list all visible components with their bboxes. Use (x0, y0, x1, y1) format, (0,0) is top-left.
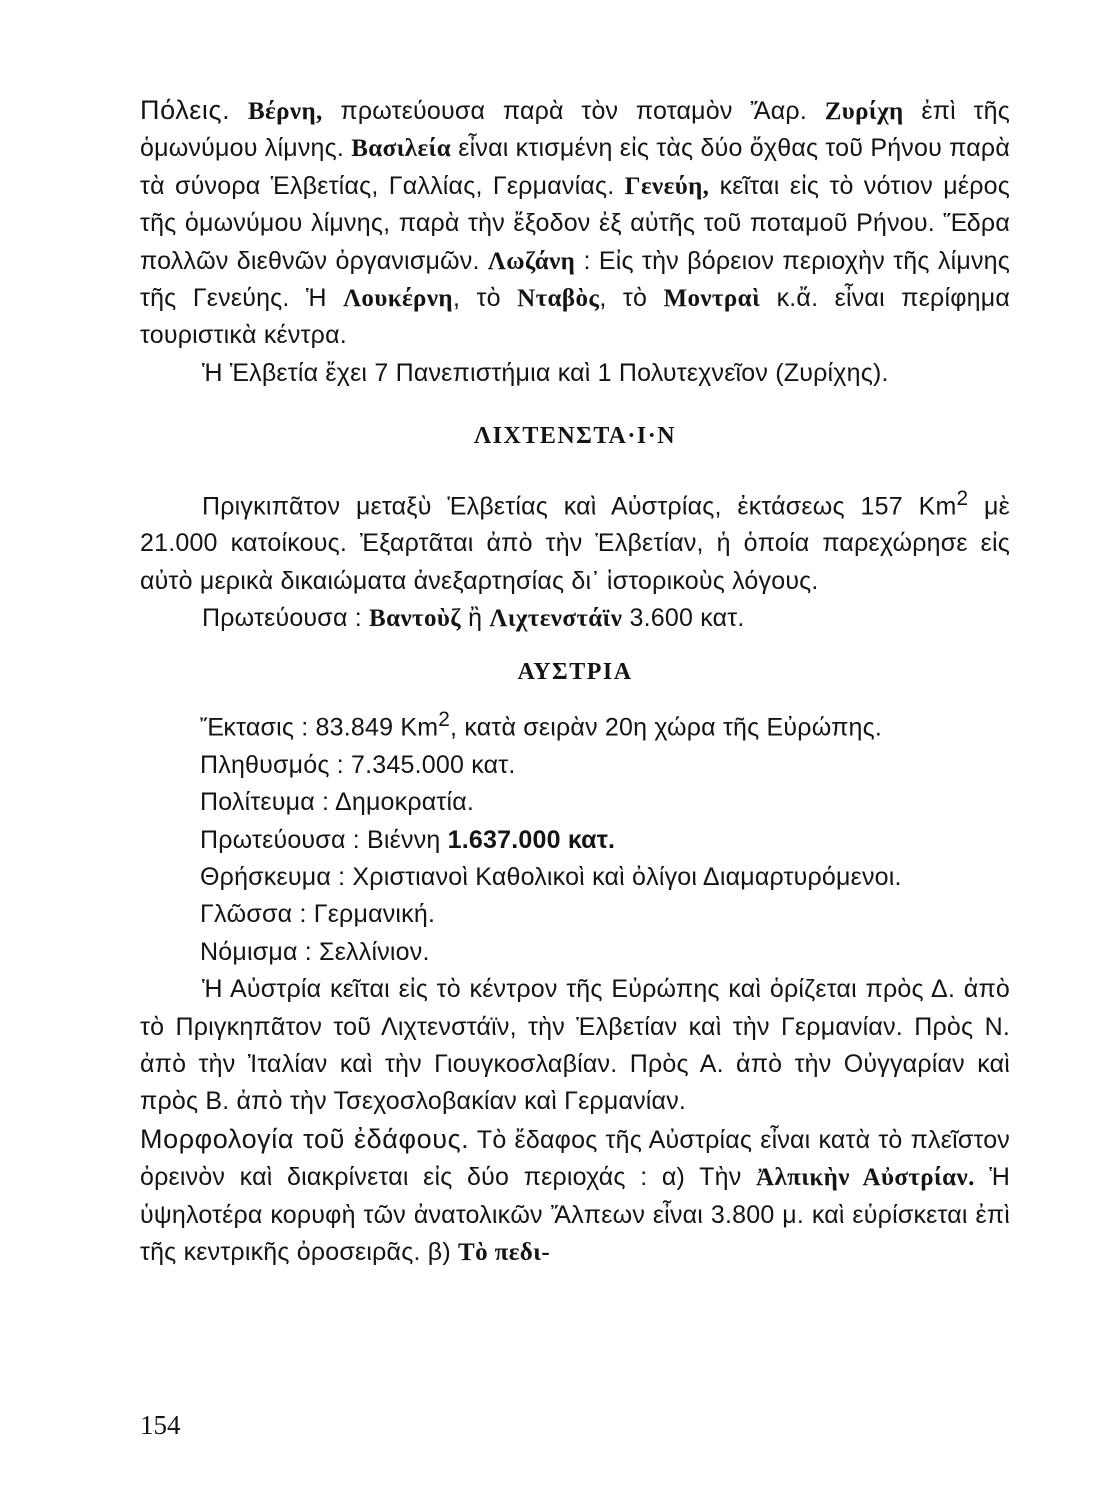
text-fragment: , κατὰ σειρὰν 20η χώρα τῆς Εὐρώπης. (450, 713, 883, 742)
text-fragment: πρωτεύουσα παρὰ τὸν ποταμὸν Ἄαρ. (322, 97, 825, 125)
city-geneva: Γενεύη, (624, 172, 710, 200)
paragraph-liechtenstein (140, 480, 1010, 601)
city-montreux: Μοντραὶ (663, 285, 761, 313)
fact-population: Πληθυσμός : 7.345.000 κατ. (200, 750, 516, 779)
text-fragment: : Εἰς τὴν βόρειον περιοχὴν τῆς λίμνης τῆς Γενεύης. Ἡ (140, 246, 1010, 313)
text-fragment: , τὸ (453, 284, 518, 313)
page-number: 154 (140, 1410, 181, 1440)
city-lausanne: Λωζάνη (487, 247, 576, 275)
city-davos: Νταβὸς (517, 285, 600, 313)
paragraph-universities: Ἡ Ἑλβετία ἔχει 7 Πανεπιστήμια καὶ 1 Πολυτεχνεῖον (Ζυρίχης). (202, 358, 889, 387)
text-fragment: Πριγκιπᾶτον μεταξὺ Ἑλβετίας καὶ Αὐστρίας, ἐκτάσεως 157 Km (202, 491, 957, 520)
section-lead-cities: Πόλεις. (140, 95, 231, 125)
region-alpine-austria: Ἀλπικὴν Αὐστρίαν. (756, 1164, 975, 1192)
superscript: 2 (438, 708, 451, 732)
fact-polity: Πολίτευμα : Δημοκρατία. (200, 788, 475, 817)
text-fragment: μὲ 21.000 κατοίκους. Ἐξαρτᾶται ἀπὸ τὴν Ἑλβετίαν, ἡ ὁποία παρεχώρησε εἰς αὐτὸ μερικὰ δικαιώματα ἀνεξαρτησίας δι᾽ ἱστορικοὺς λόγους. (140, 491, 1010, 595)
city-vaduz: Βαντοὺζ (369, 605, 461, 633)
text-fragment: Πρωτεύουσα : (202, 604, 370, 633)
heading-austria: ΑΥΣΤΡΙΑ (517, 658, 633, 685)
city-bern: Βέρνη, (247, 98, 323, 125)
text-fragment: Τὸ ἔδαφος τῆς Αὐστρίας εἶναι κατὰ τὸ πλεῖστον ὀρεινὸν καὶ διακρίνεται εἰς δύο περιοχάς : α) Τὴν (140, 1125, 1011, 1192)
paragraph-austria-borders: Ἡ Αὐστρία κεῖται εἰς τὸ κέντρον τῆς Εὐρώπης καὶ ὁρίζεται πρὸς Δ. ἀπὸ τὸ Πριγκηπᾶτον τοῦ Λιχτενστάϊν, τὴν Ἑλβετίαν καὶ τὴν Γερμανίαν. Πρὸς Ν. ἀπὸ τὴν Ἰταλίαν καὶ τὴν Γιουγκοσλαβίαν. Πρὸς Α. ἀπὸ τὴν Οὐγγαρίαν καὶ πρὸς Β. ἀπὸ τὴν Τσεχοσλοβακίαν καὶ Γερμανίαν. (140, 975, 1010, 1116)
text-fragment: Πρωτεύουσα : Βιέννη (200, 825, 448, 854)
text-fragment: Ἡ ὑψηλοτέρα κορυφὴ τῶν ἀνατολικῶν Ἄλπεων εἶναι 3.800 μ. καὶ εὑρίσκεται ἐπὶ τῆς κεντρικῆς ὀροσειρᾶς. β) (140, 1163, 1011, 1267)
text-fragment: Ἔκτασις : 83.849 Km (200, 713, 439, 742)
region-lowland: Τὸ πεδι- (458, 1239, 551, 1267)
city-lucerne: Λουκέρνη (343, 285, 453, 313)
capital-population: 1.637.000 κατ. (447, 825, 616, 854)
heading-liechtenstein: ΛΙΧΤΕΝΣΤΑ·Ι·Ν (473, 423, 677, 450)
fact-language: Γλῶσσα : Γερμανική. (200, 900, 436, 929)
fact-religion: Θρήσκευμα : Χριστιανοὶ Καθολικοὶ καὶ ὀλίγοι Διαμαρτυρόμενοι. (200, 862, 902, 891)
fact-capital (140, 822, 1010, 859)
text-fragment: κ.ἄ. εἶναι περίφημα τουριστικὰ κέντρα. (140, 284, 1010, 350)
text-space (230, 97, 248, 125)
city-basel: Βασιλεία (351, 135, 452, 163)
superscript: 2 (956, 486, 969, 510)
text-fragment: 3.600 κατ. (622, 604, 745, 633)
text-fragment: εἶναι κτισμένη εἰς τὰς δύο ὄχθας τοῦ Ρήνου παρὰ τὰ σύνορα Ἑλβετίας, Γαλλίας, Γερμανίας. (140, 134, 1010, 200)
fact-area (140, 701, 1010, 747)
paragraph-liechtenstein-capital (140, 600, 1010, 637)
text-fragment: , τὸ (599, 284, 664, 313)
text-fragment: ἐπὶ τῆς ὁμωνύμου λίμνης. (140, 97, 1010, 163)
section-lead-morphology: Μορφολογία τοῦ ἐδάφους. (140, 1123, 470, 1154)
austria-facts-list (140, 701, 1010, 971)
fact-currency: Νόμισμα : Σελλίνιον. (200, 937, 430, 966)
city-zurich: Ζυρίχη (824, 98, 904, 125)
page-body (140, 92, 1010, 1271)
text-fragment: κεῖται εἰς τὸ νότιον μέρος τῆς ὁμωνύμου λίμνης, παρὰ τὴν ἔξοδον ἐξ αὐτῆς τοῦ ποταμοῦ Ρήνου. Ἕδρα πολλῶν διεθνῶν ὀργανισμῶν. (140, 171, 1010, 275)
paragraph-morphology (140, 1121, 1010, 1272)
city-liechtenstein: Λιχτενστάϊν (489, 605, 623, 633)
paragraph-cities (140, 92, 1010, 355)
text-fragment: ἢ (460, 604, 490, 633)
